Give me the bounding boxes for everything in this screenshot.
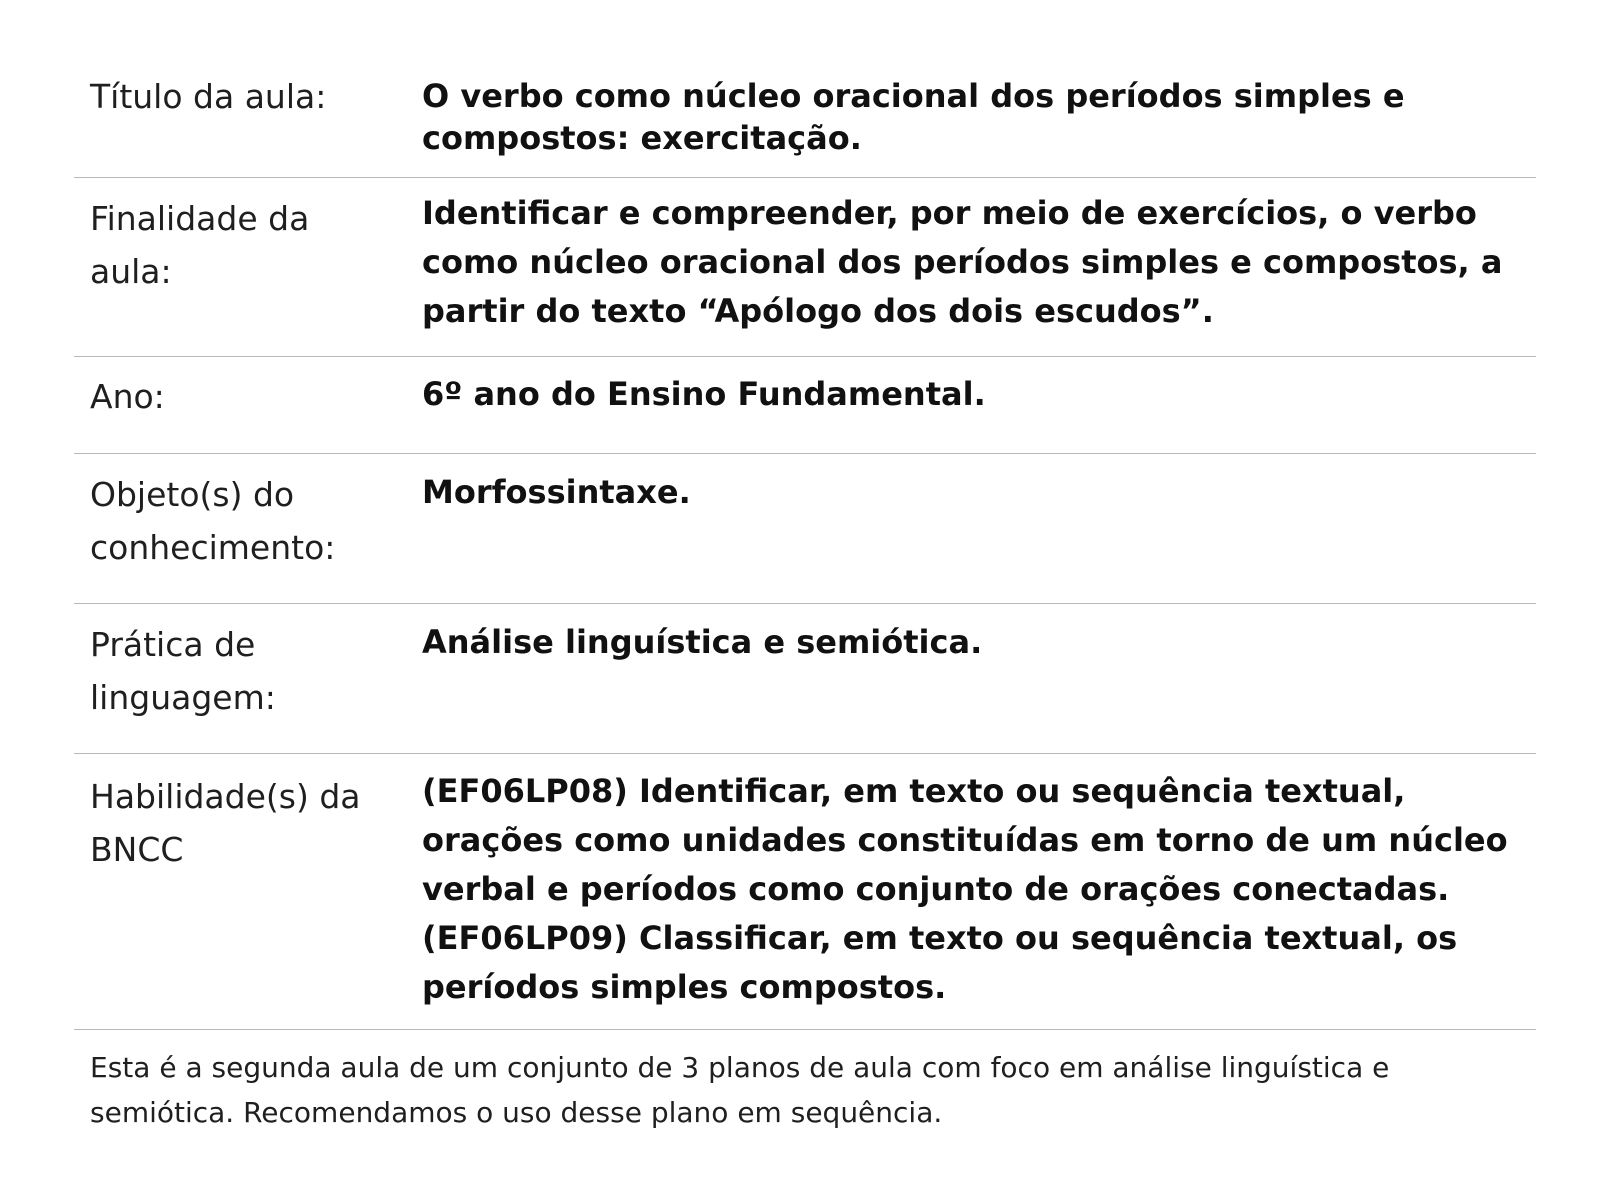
grade-year-value: 6º ano do Ensino Fundamental.	[422, 375, 986, 413]
lesson-plan-table	[74, 62, 1536, 1135]
lesson-title-label: Título da aula:	[90, 77, 327, 116]
row-grade-year	[74, 357, 1536, 454]
row-bncc-skills	[74, 754, 1536, 1030]
bncc-skills-value: (EF06LP08) Identificar, em texto ou sequência textual, orações como unidades constituídas em torno de um núcleo verbal e períodos como conjunto de orações conectadas. (EF06LP09) Classificar, em texto ou sequência textual, os períodos simples compostos.	[422, 772, 1508, 1006]
row-lesson-purpose	[74, 178, 1536, 357]
row-language-practice	[74, 604, 1536, 754]
language-practice-value: Análise linguística e semiótica.	[422, 623, 983, 661]
row-knowledge-objects	[74, 454, 1536, 604]
row-lesson-title	[74, 62, 1536, 178]
lesson-title-value: O verbo como núcleo oracional dos períodos simples e compostos: exercitação.	[422, 77, 1405, 157]
lesson-purpose-value: Identificar e compreender, por meio de exercícios, o verbo como núcleo oracional dos períodos simples e compostos, a partir do texto “Apólogo dos dois escudos”.	[422, 194, 1503, 330]
lesson-purpose-label: Finalidade da aula:	[90, 199, 310, 291]
knowledge-objects-label: Objeto(s) do conhecimento:	[90, 475, 336, 567]
grade-year-label: Ano:	[90, 377, 165, 416]
sequence-note: Esta é a segunda aula de um conjunto de 3 planos de aula com foco em análise linguística e semiótica. Recomendamos o uso desse plano em sequência.	[90, 1051, 1390, 1129]
language-practice-label: Prática de linguagem:	[90, 625, 276, 717]
knowledge-objects-value: Morfossintaxe.	[422, 473, 691, 511]
bncc-skills-label: Habilidade(s) da BNCC	[90, 777, 361, 869]
